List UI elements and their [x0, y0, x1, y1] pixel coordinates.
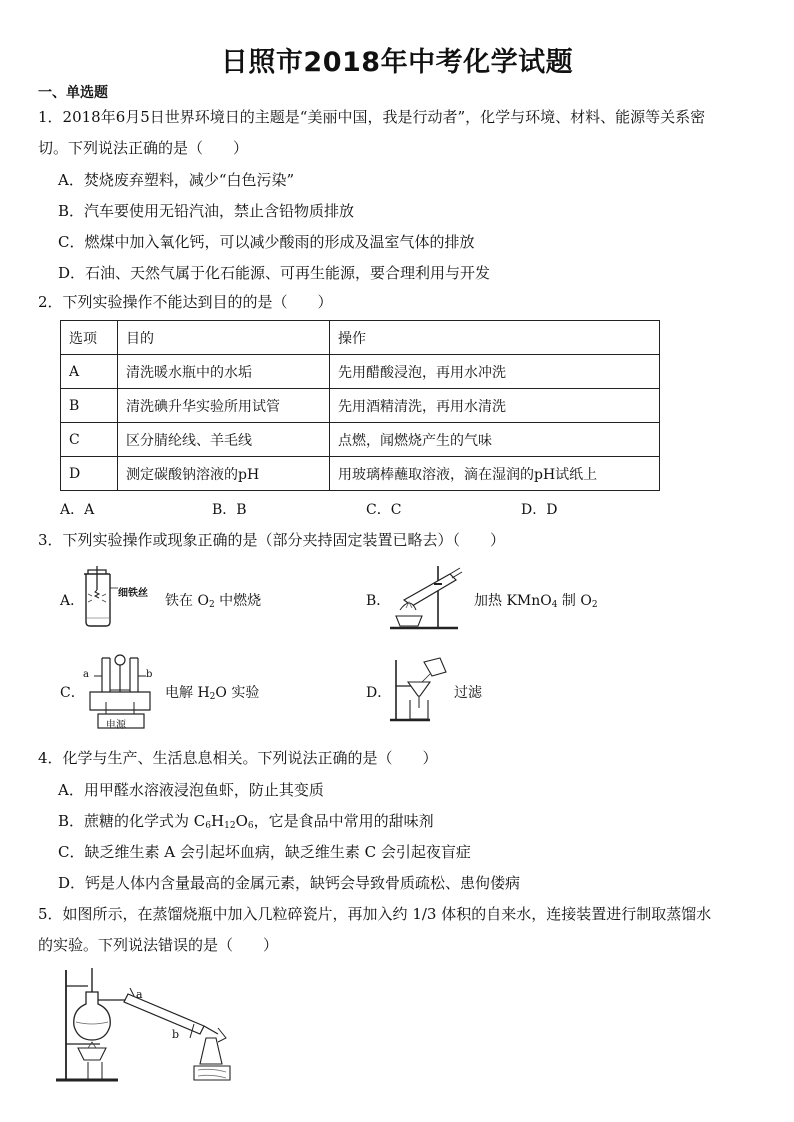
q1-option-a: A．焚烧废弃塑料，减少“白色污染”	[58, 171, 295, 189]
q4-option-b: B．蔗糖的化学式为 $C_6H_{12}O_6$，它是食品中常用的甜味剂	[58, 812, 434, 831]
table-cell: 先用醋酸浸泡，再用水冲洗	[330, 355, 660, 389]
table-row	[61, 389, 660, 423]
filtration-figure	[390, 656, 450, 722]
q1-stem-line1: 1．2018年6月5日世界环境日的主题是“美丽中国，我是行动者”，化学与环境、材料、能源等关系密	[38, 108, 706, 126]
q2-answer-b: B．B	[212, 502, 247, 518]
power-source-label: 电源	[106, 720, 126, 731]
q4-option-c: C．缺乏维生素 A 会引起坏血病，缺乏维生素 C 会引起夜盲症	[58, 843, 471, 861]
q4-stem: 4．化学与生产、生活息息相关。下列说法正确的是（ ）	[38, 749, 438, 767]
table-row	[61, 355, 660, 389]
table-cell: 清洗碘升华实验所用试管	[118, 389, 330, 423]
q3-option-c-label: C．	[60, 685, 85, 701]
table-cell: 先用酒精清洗，再用水清洗	[330, 389, 660, 423]
q2-answer-d: D．D	[521, 502, 558, 518]
q4-option-a: A．用甲醛水溶液浸泡鱼虾，防止其变质	[58, 781, 324, 799]
table-header: 目的	[118, 321, 330, 355]
fine-iron-wire-label: 细铁丝	[118, 588, 148, 599]
table-header: 选项	[61, 321, 118, 355]
page-title: 日照市2018年中考化学试题	[220, 47, 574, 78]
q3-option-c-text: 电解 $H_2O$ 实验	[165, 685, 260, 702]
table-cell: 点燃，闻燃烧产生的气味	[330, 423, 660, 457]
q5-stem-line2: 的实验。下列说法错误的是（ ）	[38, 936, 279, 954]
condenser-b-label: b	[172, 1028, 180, 1041]
table-cell: 清洗暖水瓶中的水垢	[118, 355, 330, 389]
q1-option-b: B．汽车要使用无铅汽油，禁止含铅物质排放	[58, 202, 355, 220]
q3-option-b-text: 加热 KMnO$_4$ 制 $O_2$	[474, 593, 598, 610]
q3-stem: 3．下列实验操作或现象正确的是（部分夹持固定装置已略去）（ ）	[38, 531, 506, 549]
electrode-b-label: b	[146, 669, 153, 680]
q1-option-d: D．石油、天然气属于化石能源、可再生能源，要合理利用与开发	[58, 264, 491, 282]
q3-option-d-label: D．	[366, 685, 392, 701]
table-cell: 测定碳酸钠溶液的pH	[118, 457, 330, 491]
table-header-row	[61, 321, 660, 355]
q4-option-d: D．钙是人体内含量最高的金属元素，缺钙会导致骨质疏松、患佝偻病	[58, 874, 521, 892]
section-heading: 一、单选题	[38, 85, 108, 101]
table-cell: C	[61, 423, 118, 457]
q2-answer-a: A．A	[60, 502, 95, 518]
table-cell: 区分腈纶线、羊毛线	[118, 423, 330, 457]
table-row	[61, 423, 660, 457]
table-cell: B	[61, 389, 118, 423]
table-header: 操作	[330, 321, 660, 355]
q3-option-a-text: 铁在 $O_2$ 中燃烧	[165, 593, 262, 610]
q2-answer-c: C．C	[366, 502, 402, 518]
table-cell: D	[61, 457, 118, 491]
q3-option-a-label: A．	[60, 593, 85, 609]
q2-stem: 2．下列实验操作不能达到目的的是（ ）	[38, 293, 333, 311]
q5-stem-line1: 5．如图所示，在蒸馏烧瓶中加入几粒碎瓷片，再加入约 1/3 体积的自来水，连接装置进行制取蒸馏水	[38, 905, 712, 923]
electrode-a-label: a	[83, 669, 89, 680]
q1-option-c: C．燃煤中加入氧化钙，可以减少酸雨的形成及温室气体的排放	[58, 233, 475, 251]
table-row	[61, 457, 660, 491]
condenser-a-label: a	[136, 988, 143, 1001]
table-cell: 用玻璃棒蘸取溶液，滴在湿润的pH试纸上	[330, 457, 660, 491]
q1-stem-line2: 切。下列说法正确的是（ ）	[38, 139, 249, 157]
table-cell: A	[61, 355, 118, 389]
distillation-figure	[54, 964, 254, 1084]
q3-option-d-text: 过滤	[454, 685, 482, 701]
kmno4-heating-figure	[386, 560, 466, 632]
q2-table	[60, 320, 660, 491]
q3-option-b-label: B．	[366, 593, 391, 609]
